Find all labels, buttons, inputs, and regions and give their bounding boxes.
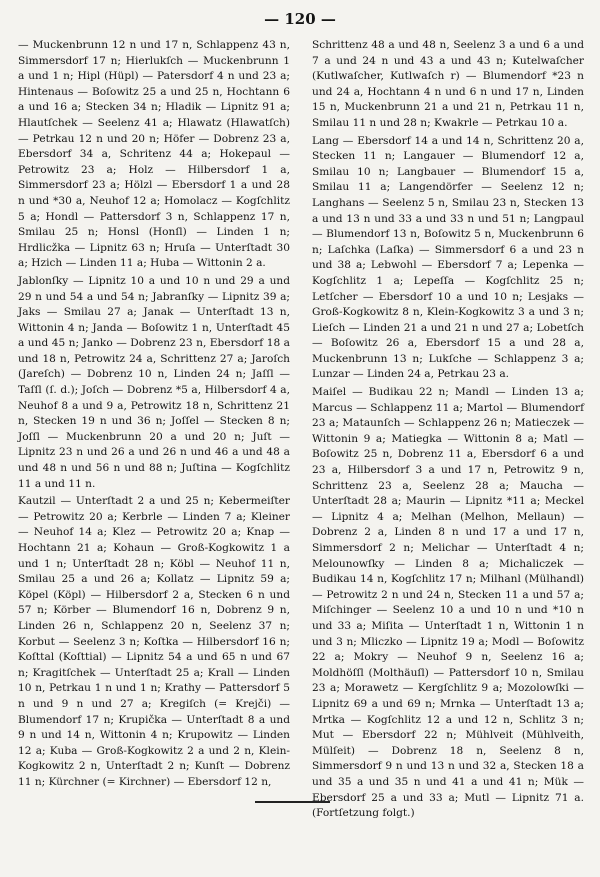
entry-block-m: Maiſel — Budikau 22 n; Mandl — Linden 13 a; Marcus — Schlappenz 11 a; Martol — Blumendorf 23 a; Mataunſch — Schlappenz 26 n; Matieczek — Wittonin 9 a; Matiegka — Wittonin 8 a; Matl — Boſowitz 25 n, Dobrenz 11 a, Ebersdorf 6 a und 23 a, Hilbersdorf 3 a und 17 n, Petrowitz 9 n, Schrittenz 23 a, Seelenz 28 a; Maucha — Unterſtadt 28 a; Maurin — Lipnitz *11 a; Meckel — Lipnitz 4 a; Melhan (Melhon, Mellaun) — Dobrenz 2 a, Linden 8 n und 17 a und 17 n, Simmersdorf 2 n; Melichar — Unterſtadt 4 n; Melounowſky — Linden 8 a; Michaliczek — Budikau 14 n, Kogſchlitz 17 n; Milhanl (Mülhandl) — Petrowitz 2 n und 24 n, Stecken 11 a und 57 a; Miſchinger — Seelenz 10 a und 10 n und *10 n und 33 a; Miſita — Unterſtadt 1 n, Wittonin 1 n und 3 n; Mliczko — Lipnitz 19 a; Modl — Boſowitz 22 a; Mokry — Neuhof 9 n, Seelenz 16 a; Moldhöſſl (Molthäuſl) — Pattersdorf 10 n, Smilau 23 a; Morawetz — Kergſchlitz 9 a; Mozolowſki — Lipnitz 69 a und 69 n; Mrnka — Unterſtadt 13 a; Mrtka — Kogſchlitz 12 a und 12 n, Schlitz 3 n; Mut — Ebersdorf 22 n; Mühlveit (Mühlveith, Mülſeit) — Dobrenz 18 n, Seelenz 8 n, Simmersdorf 9 n und 13 n und 32 a, Stecken 18 a und 35 a und 35 n und 41 a und 41 n; Mük — Ebersdorf 25 a und 33 a; Mutl — Lipnitz 71 a. (Fortſetzung folgt.) [312, 386, 584, 820]
entry-block-j: Jablonſky — Lipnitz 10 a und 10 n und 29 a und 29 n und 54 a und 54 n; Jabranſky — Lipnitz 39 a; Jaks — Smilau 27 a; Janak — Unterſtadt 13 n, Wittonin 4 n; Janda — Boſowitz 1 n, Unterſtadt 45 a und 45 n; Janko — Dobrenz 23 n, Ebersdorf 18 a und 18 n, Petrowitz 24 a, Schrittenz 27 a; Jaroſch (Jareſch) — Dobrenz 10 n, Linden 24 n; Jaſſl — Taſſl (ſ. d.); Joſch — Dobrenz *5 a, Hilbersdorf 4 a, Neuhof 8 a und 9 a, Petrowitz 18 n, Schrittenz 21 n, Stecken 19 n und 36 n; Joſſel — Stecken 8 n; Joſſl — Muckenbrunn 20 a und 20 n; Juſt — Lipnitz 23 n und 26 a und 26 n und 46 a und 48 a und 48 n und 56 n und 88 n; Juſtina — Kogſchlitz 11 a und 11 n. [18, 274, 290, 490]
entry-block-k: Kautzil — Unterſtadt 2 a und 25 n; Kebermeiſter — Petrowitz 20 a; Kerbrle — Linden 7 a; Kleiner — Neuhof 14 a; Klez — Petrowitz 20 a; Knap — Hochtann 21 a; Kohaun — Groß-Kogkowitz 1 a und 1 n; Unterſtadt 28 n; Köbl — Neuhof 11 n, Smilau 25 a und 26 a; Kollatz — Lipnitz 59 a; Köpel (Köpl) — Hilbersdorf 2 a, Stecken 6 n und 57 n; Körber — Blumendorf 16 n, Dobrenz 9 n, Linden 26 n, Schlappenz 20 n, Seelenz 37 n; Korbut — Seelenz 3 n; Koſtka — Hilbersdorf 16 n; Koſttal (Koſttial) — Lipnitz 54 a und 65 n und 67 n; Kragitſchek — Unterſtadt 25 a; Krall — Linden 10 n, Petrkau 1 n und 1 n; Krathy — Pattersdorf 5 n und 9 n und 27 a; Kregiſch (= Krejči) — Blumendorf 17 n; Krupička — Unterſtadt 8 a und 9 n und 14 n, Wittonin 4 n; Krupowitz — Linden 12 a; Kuba — Groß-Kogkowitz 2 a und 2 n, Klein-Kogkowitz 2 n, Unterſtadt 2 n; Kunſt — Dobrenz 11 n; Kürchner (= Kirchner) — Ebersdorf 12 n, [18, 495, 290, 788]
left-column [18, 38, 290, 791]
entry-block-k-cont: Schrittenz 48 a und 48 n, Seelenz 3 a und 6 a und 7 a und 24 n und 43 a und 43 n; Kutelwaſcher (Kutlwaſcher, Kutlwaſch r) — Blumendorf *23 n und 24 a, Hochtann 4 n und 6 n und 17 n, Linden 15 n, Muckenbrunn 21 a und 21 n, Petrkau 11 n, Smilau 11 n und 28 n; Kwakrle — Petrkau 10 a. [312, 39, 584, 129]
entry-block-h: — Muckenbrunn 12 n und 17 n, Schlappenz 43 n, Simmersdorf 17 n; Hierlukſch — Muckenbrunn 1 a und 1 n; Hipl (Hüpl) — Patersdorf 4 n und 23 a; Hintenaus — Boſowitz 25 a und 25 n, Hochtann 6 a und 16 a; Stecken 34 n; Hladik — Lipnitz 91 a; Hlautſchek — Seelenz 41 a; Hlawatz (Hlawatſch) — Petrkau 12 n und 20 n; Höfer — Dobrenz 23 a, Ebersdorf 34 a, Schritenz 44 a; Hokepaul — Petrowitz 23 a; Holz — Hilbersdorf 1 a, Simmersdorf 23 a; Hölzl — Ebersdorf 1 a und 28 n und *30 a, Neuhof 12 a; Homolacz — Kogſchlitz 5 a; Hondl — Pattersdorf 3 n, Schlappenz 17 n, Smilau 25 n; Honsl (Honſl) — Linden 1 n; Hrdlicžka — Lipnitz 63 n; Hruſa — Unterſtadt 30 a; Hzich — Linden 11 a; Huba — Wittonin 2 a. [18, 39, 290, 270]
entry-block-l: Lang — Ebersdorf 14 a und 14 n, Schrittenz 20 a, Stecken 11 n; Langauer — Blumendorf 12 a, Smilau 10 n; Langbauer — Blumendorf 15 a, Smilau 11 a; Langendörfer — Seelenz 12 n; Langhans — Seelenz 5 n, Smilau 23 n, Stecken 13 a und 13 n und 33 a und 33 n und 51 n; Langpaul — Blumendorf 13 n, Boſowitz 5 n, Muckenbrunn 6 n; Laſchka (Laſka) — Simmersdorf 6 a und 23 n und 38 a; Lebwohl — Ebersdorf 7 a; Lepenka — Kogſchlitz 1 a; Lepeſſa — Kogſchlitz 25 n; Letſcher — Ebersdorf 10 a und 10 n; Lesjaks — Groß-Kogkowitz 8 n, Klein-Kogkowitz 3 a und 3 n; Lieſch — Linden 21 a und 21 n und 27 a; Lobetſch — Boſowitz 26 a, Ebersdorf 15 a und 28 a, Muckenbrunn 13 n; Lukſche — Schlappenz 3 a; Lunzar — Linden 24 a, Petrkau 23 a. [312, 134, 584, 381]
footer-divider [255, 801, 330, 803]
page-number: — 120 — [264, 10, 336, 28]
right-column [312, 38, 584, 822]
